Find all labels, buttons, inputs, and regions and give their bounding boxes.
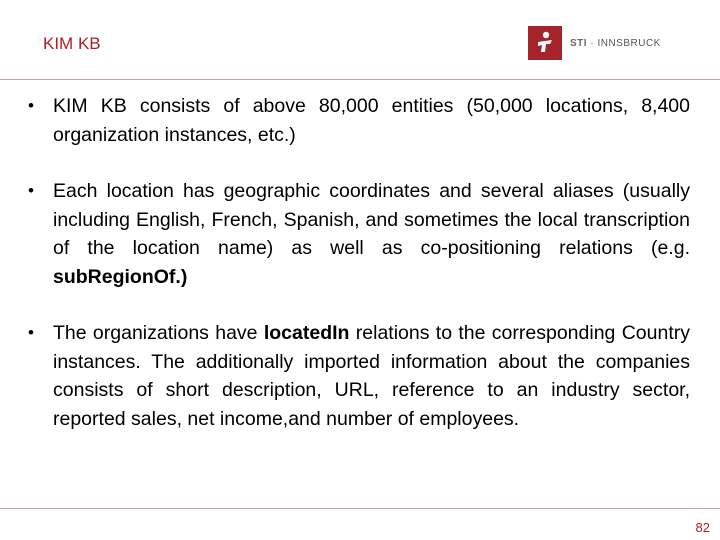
bullet-item xyxy=(28,319,690,433)
bullet-text-part: Each location has geographic coordinates and several aliases (usually including English, French, Spanish, and sometimes the local transcription of the location name) as well as co-positioning relations (e.g. xyxy=(53,180,690,259)
bullet-item xyxy=(28,92,690,149)
logo-text xyxy=(570,38,661,49)
bullet-dot: • xyxy=(28,96,34,115)
bullet-text-part: The organizations have xyxy=(53,322,264,344)
bullet-item xyxy=(28,177,690,291)
bullet-bold-term: locatedIn xyxy=(263,322,350,344)
header-divider xyxy=(0,79,720,80)
bullet-bold-term: subRegionOf.) xyxy=(53,265,188,288)
footer-divider xyxy=(0,508,720,509)
bullet-dot: • xyxy=(28,181,34,200)
sti-innsbruck-logo xyxy=(528,26,661,60)
bullet-text-part: relations to the corresponding Country instances. The additionally imported information about the companies consists of short description, URL, reference to an industry sector, reported sales, net income,and number of employees. xyxy=(53,322,690,430)
logo-figure-icon xyxy=(528,26,562,60)
logo-sub: · INNSBRUCK xyxy=(587,37,661,49)
bullet-text: KIM KB consists of above 80,000 entities (50,000 locations, 8,400 organization instances, etc.) xyxy=(53,95,690,146)
slide-title: KIM KB xyxy=(43,34,101,53)
logo-main: STI xyxy=(570,37,588,49)
bullet-list xyxy=(28,92,690,461)
bullet-dot: • xyxy=(28,323,34,342)
bullet-text xyxy=(53,319,690,433)
bullet-text xyxy=(53,177,690,291)
page-number: 82 xyxy=(695,520,710,535)
